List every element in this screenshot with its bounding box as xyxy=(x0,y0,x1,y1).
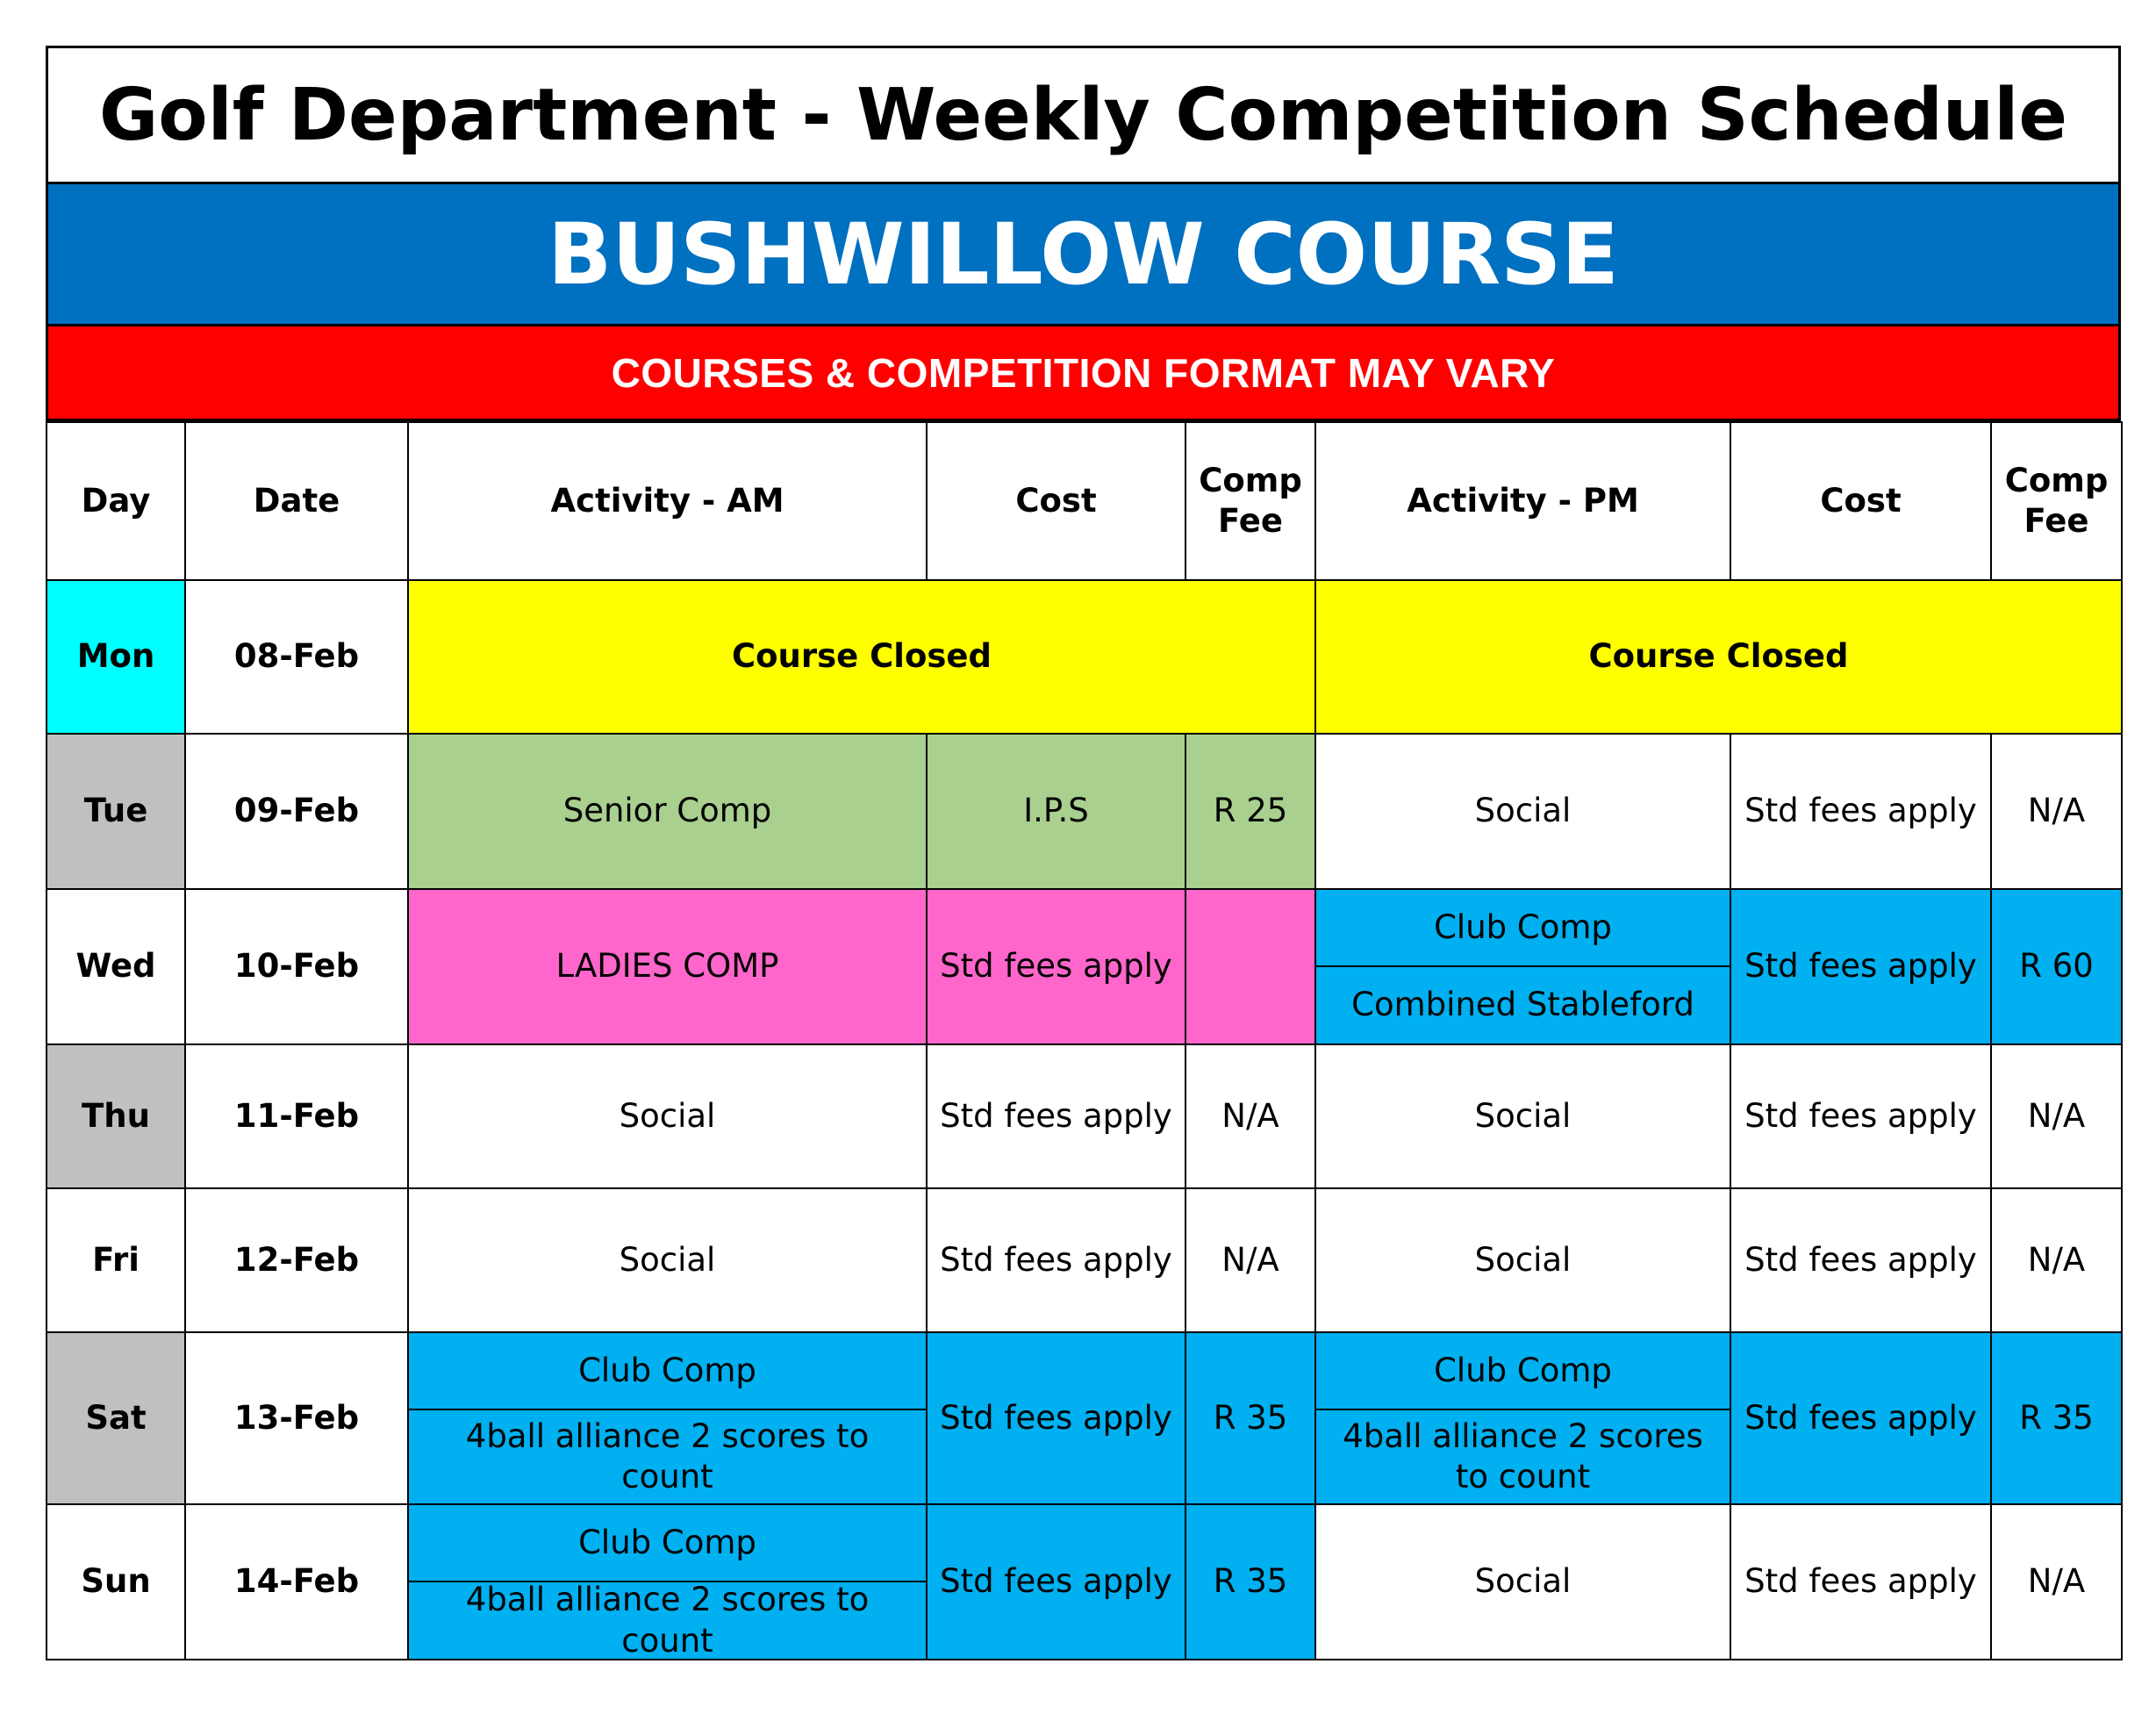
am-activity-cell: Social xyxy=(408,1044,927,1188)
am-activity-cell: Senior Comp xyxy=(408,734,927,889)
table-row xyxy=(47,1188,2122,1332)
header-fee-am-line2: Fee xyxy=(1218,502,1283,540)
am-activity-cell xyxy=(408,1332,927,1504)
date-cell: 13-Feb xyxy=(185,1332,408,1504)
am-activity-bottom: 4ball alliance 2 scores to count xyxy=(465,1581,870,1660)
pm-activity-top: Club Comp xyxy=(1316,890,1730,967)
header-fee-pm-line2: Fee xyxy=(2023,502,2089,540)
table-row xyxy=(47,1504,2122,1660)
am-fee-cell: R 35 xyxy=(1185,1332,1315,1504)
header-comp-am-line1: Comp xyxy=(1199,461,1302,499)
pm-fee-cell: R 35 xyxy=(1991,1332,2122,1504)
am-closed-cell: Course Closed xyxy=(408,580,1315,734)
header-cost-pm: Cost xyxy=(1730,422,1991,580)
am-activity-cell xyxy=(408,1504,927,1660)
table-row xyxy=(47,889,2122,1044)
am-fee-cell: N/A xyxy=(1185,1044,1315,1188)
date-cell: 12-Feb xyxy=(185,1188,408,1332)
notice-banner: COURSES & COMPETITION FORMAT MAY VARY xyxy=(46,326,2121,421)
pm-cost-cell: Std fees apply xyxy=(1730,889,1991,1044)
pm-fee-cell: R 60 xyxy=(1991,889,2122,1044)
header-activity-am: Activity - AM xyxy=(408,422,927,580)
pm-activity-cell xyxy=(1315,1332,1730,1504)
am-activity-cell: Social xyxy=(408,1188,927,1332)
pm-fee-cell: N/A xyxy=(1991,1188,2122,1332)
schedule-table xyxy=(46,421,2123,1660)
header-activity-pm: Activity - PM xyxy=(1315,422,1730,580)
page-title: Golf Department - Weekly Competition Schedule xyxy=(46,46,2121,184)
pm-activity-cell: Social xyxy=(1315,1044,1730,1188)
table-row xyxy=(47,1044,2122,1188)
day-cell: Wed xyxy=(47,889,185,1044)
am-cost-cell: Std fees apply xyxy=(927,1332,1185,1504)
pm-fee-cell: N/A xyxy=(1991,1044,2122,1188)
date-cell: 14-Feb xyxy=(185,1504,408,1660)
am-fee-cell: N/A xyxy=(1185,1188,1315,1332)
header-comp-pm-line1: Comp xyxy=(2004,461,2109,499)
date-cell: 10-Feb xyxy=(185,889,408,1044)
am-fee-cell: R 25 xyxy=(1185,734,1315,889)
pm-activity-top: Club Comp xyxy=(1316,1333,1730,1410)
table-row xyxy=(47,580,2122,734)
am-activity-top: Club Comp xyxy=(409,1333,926,1410)
day-cell: Tue xyxy=(47,734,185,889)
header-day: Day xyxy=(47,422,185,580)
am-cost-cell: Std fees apply xyxy=(927,1188,1185,1332)
date-cell: 09-Feb xyxy=(185,734,408,889)
pm-cost-cell: Std fees apply xyxy=(1730,1044,1991,1188)
date-cell: 11-Feb xyxy=(185,1044,408,1188)
day-cell: Fri xyxy=(47,1188,185,1332)
pm-cost-cell: Std fees apply xyxy=(1730,734,1991,889)
am-activity-bottom: 4ball alliance 2 scores to count xyxy=(465,1416,870,1495)
schedule-sheet xyxy=(46,46,2121,1660)
day-cell: Mon xyxy=(47,580,185,734)
pm-closed-cell: Course Closed xyxy=(1315,580,2122,734)
pm-activity-cell: Social xyxy=(1315,1504,1730,1660)
pm-cost-cell: Std fees apply xyxy=(1730,1188,1991,1332)
table-row xyxy=(47,1332,2122,1504)
date-cell: 08-Feb xyxy=(185,580,408,734)
header-cost-am: Cost xyxy=(927,422,1185,580)
pm-cost-cell: Std fees apply xyxy=(1730,1332,1991,1504)
header-comp-fee-pm xyxy=(1991,422,2122,580)
am-cost-cell: I.P.S xyxy=(927,734,1185,889)
am-activity-cell: LADIES COMP xyxy=(408,889,927,1044)
pm-activity-cell: Social xyxy=(1315,1188,1730,1332)
pm-activity-cell xyxy=(1315,889,1730,1044)
day-cell: Thu xyxy=(47,1044,185,1188)
am-fee-cell xyxy=(1185,889,1315,1044)
pm-activity-bottom: Combined Stableford xyxy=(1351,986,1694,1024)
am-cost-cell: Std fees apply xyxy=(927,1504,1185,1660)
day-cell: Sat xyxy=(47,1332,185,1504)
pm-fee-cell: N/A xyxy=(1991,734,2122,889)
header-date: Date xyxy=(185,422,408,580)
am-cost-cell: Std fees apply xyxy=(927,1044,1185,1188)
pm-activity-bottom: 4ball alliance 2 scores to count xyxy=(1343,1416,1703,1495)
pm-activity-cell: Social xyxy=(1315,734,1730,889)
table-row xyxy=(47,734,2122,889)
header-row xyxy=(47,422,2122,580)
pm-cost-cell: Std fees apply xyxy=(1730,1504,1991,1660)
am-cost-cell: Std fees apply xyxy=(927,889,1185,1044)
course-banner: BUSHWILLOW COURSE xyxy=(46,184,2121,326)
am-activity-top: Club Comp xyxy=(409,1505,926,1582)
day-cell: Sun xyxy=(47,1504,185,1660)
pm-fee-cell: N/A xyxy=(1991,1504,2122,1660)
am-fee-cell: R 35 xyxy=(1185,1504,1315,1660)
header-comp-fee-am xyxy=(1185,422,1315,580)
